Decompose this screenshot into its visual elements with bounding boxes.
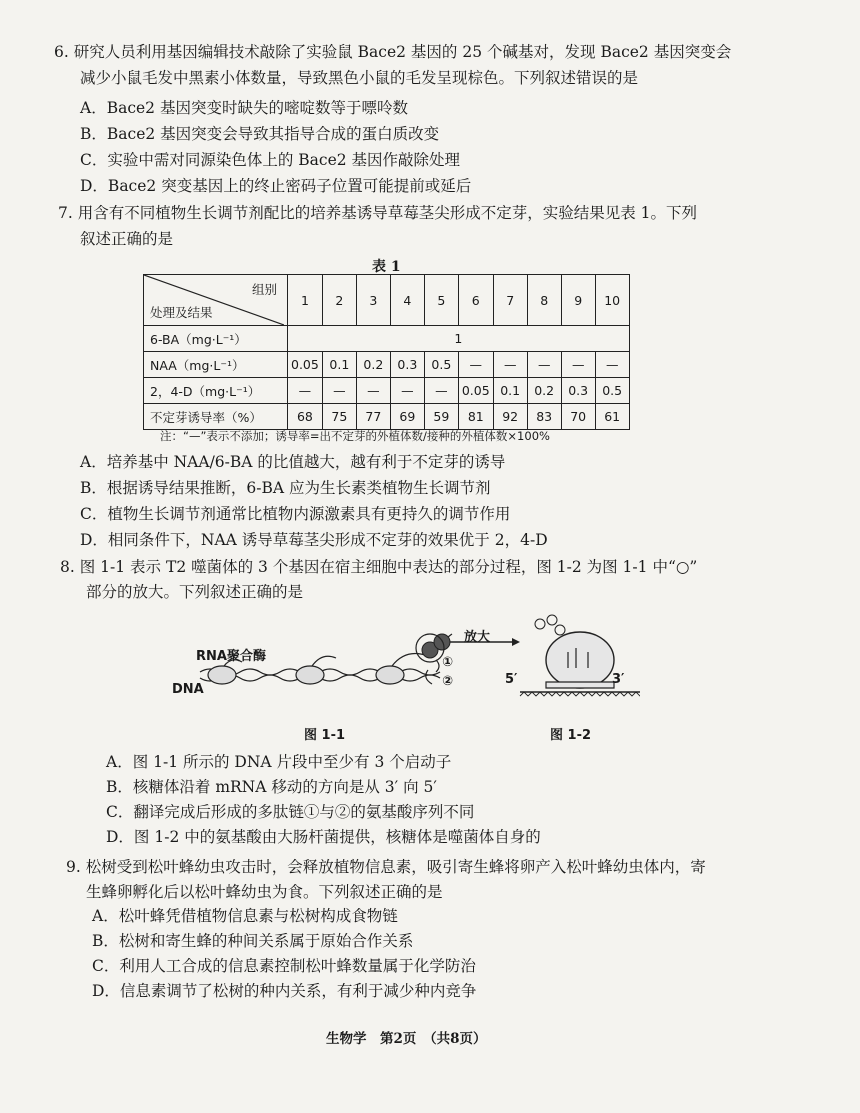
q8-number: 8.: [60, 558, 75, 576]
q8-stem-line2: 部分的放大。下列叙述正确的是: [86, 583, 304, 601]
rna-polymerase-shape: [208, 666, 236, 684]
table-title: 表 1: [372, 259, 401, 275]
caption-fig-1-1: 图 1-1: [304, 728, 346, 743]
label-dna: DNA: [172, 682, 204, 697]
cell-24d: —: [322, 378, 356, 404]
group-header: 7: [493, 275, 527, 326]
page-footer: 生物学 第2页 （共8页）: [326, 1031, 487, 1047]
cell-naa: —: [527, 352, 561, 378]
cell-24d: 0.3: [561, 378, 595, 404]
q7-stem-text1: 用含有不同植物生长调节剂配比的培养基诱导草莓茎尖形成不定芽，实验结果见表 1。下列: [77, 204, 698, 222]
q9-option-b[interactable]: B．松树和寄生蜂的种间关系属于原始合作关系: [92, 932, 414, 950]
table-corner-header: [144, 275, 288, 326]
caption-fig-1-2: 图 1-2: [550, 728, 592, 743]
group-header: 2: [322, 275, 356, 326]
q8-option-c[interactable]: C．翻译完成后形成的多肽链①与②的氨基酸序列不同: [106, 803, 475, 821]
q7-option-a[interactable]: A．培养基中 NAA/6-BA 的比值越大，越有利于不定芽的诱导: [80, 453, 506, 471]
q6-stem-line1: [54, 40, 731, 65]
cell-naa: 0.3: [390, 352, 424, 378]
header-group-label: 组别: [251, 282, 277, 297]
row-label-24d: 2，4-D（mg·L⁻¹）: [144, 378, 288, 404]
label-zoom: 放大: [464, 630, 491, 645]
cell-rate: 83: [527, 404, 561, 430]
q7-option-c[interactable]: C．植物生长调节剂通常比植物内源激素具有更持久的调节作用: [80, 505, 511, 523]
group-header: 4: [390, 275, 424, 326]
cell-rate: 69: [390, 404, 424, 430]
label-3-prime: 3′: [612, 672, 625, 687]
cell-24d: 0.05: [458, 378, 493, 404]
cell-rate: 61: [595, 404, 629, 430]
cell-naa: —: [458, 352, 493, 378]
cell-rate: 59: [424, 404, 458, 430]
cell-24d: —: [356, 378, 390, 404]
cell-24d: —: [424, 378, 458, 404]
group-header: 8: [527, 275, 561, 326]
group-header: 9: [561, 275, 595, 326]
q8-stem-text1: 图 1-1 表示 T2 噬菌体的 3 个基因在宿主细胞中表达的部分过程，图 1-2 为图 1-1 中“○”: [79, 558, 698, 576]
cell-naa: —: [493, 352, 527, 378]
q6-option-d[interactable]: D．Bace2 突变基因上的终止密码子位置可能提前或延后: [80, 177, 472, 195]
cell-24d: —: [390, 378, 424, 404]
q9-stem-line2: 生蜂卵孵化后以松叶蜂幼虫为食。下列叙述正确的是: [86, 883, 443, 901]
q6-stem-text1: 研究人员利用基因编辑技术敲除了实验鼠 Bace2 基因的 25 个碱基对，发现 Bace2 基因突变会: [73, 43, 732, 61]
group-header: 6: [458, 275, 493, 326]
group-header: 10: [595, 275, 629, 326]
group-header: 5: [424, 275, 458, 326]
cell-6ba-value: 1: [288, 326, 630, 352]
cell-rate: 81: [458, 404, 493, 430]
cell-naa: —: [595, 352, 629, 378]
q9-number: 9.: [66, 858, 81, 876]
q8-stem-line1: [60, 555, 697, 580]
cell-24d: —: [288, 378, 323, 404]
label-5-prime: 5′: [505, 672, 518, 687]
cell-naa: 0.05: [288, 352, 323, 378]
rna-polymerase-shape: [376, 666, 404, 684]
group-header: 3: [356, 275, 390, 326]
header-treatment-label: 处理及结果: [150, 305, 213, 320]
q8-option-a[interactable]: A．图 1-1 所示的 DNA 片段中至少有 3 个启动子: [106, 753, 452, 771]
row-label-naa: NAA（mg·L⁻¹）: [144, 352, 288, 378]
cell-rate: 77: [356, 404, 390, 430]
cell-rate: 70: [561, 404, 595, 430]
q9-option-a[interactable]: A．松叶蜂凭借植物信息素与松树构成食物链: [92, 907, 398, 925]
cell-rate: 75: [322, 404, 356, 430]
q9-stem-text1: 松树受到松叶蜂幼虫攻击时，会释放植物信息素，吸引寄生蜂将卵产入松叶蜂幼虫体内，寄: [85, 858, 706, 876]
q9-option-c[interactable]: C．利用人工合成的信息素控制松叶蜂数量属于化学防治: [92, 957, 476, 975]
table-note: 注：“—”表示不添加；诱导率=出不定芽的外植体数/接种的外植体数×100%: [160, 429, 550, 443]
q6-option-c[interactable]: C．实验中需对同源染色体上的 Bace2 基因作敲除处理: [80, 151, 461, 169]
cell-24d: 0.5: [595, 378, 629, 404]
q6-option-b[interactable]: B．Bace2 基因突变会导致其指导合成的蛋白质改变: [80, 125, 440, 143]
q7-option-d[interactable]: D．相同条件下，NAA 诱导草莓茎尖形成不定芽的效果优于 2，4-D: [80, 531, 548, 549]
q7-stem-line1: [58, 201, 697, 226]
q6-number: 6.: [54, 43, 69, 61]
data-table: [143, 274, 630, 430]
cell-naa: —: [561, 352, 595, 378]
cell-naa: 0.5: [424, 352, 458, 378]
q7-number: 7.: [58, 204, 73, 222]
rna-polymerase-shape: [296, 666, 324, 684]
cell-rate: 68: [288, 404, 323, 430]
cell-naa: 0.1: [322, 352, 356, 378]
cell-naa: 0.2: [356, 352, 390, 378]
label-chain-1: ①: [442, 655, 454, 670]
q6-option-a[interactable]: A．Bace2 基因突变时缺失的嘧啶数等于嘌呤数: [80, 99, 408, 117]
cell-rate: 92: [493, 404, 527, 430]
label-chain-2: ②: [442, 674, 454, 689]
cell-24d: 0.2: [527, 378, 561, 404]
q9-option-d[interactable]: D．信息素调节了松树的种内关系，有利于减少种内竞争: [92, 982, 477, 1000]
group-header: 1: [288, 275, 323, 326]
row-label-6ba: 6-BA（mg·L⁻¹）: [144, 326, 288, 352]
q8-option-b[interactable]: B．核糖体沿着 mRNA 移动的方向是从 3′ 向 5′: [106, 778, 437, 796]
q7-stem-line2: 叙述正确的是: [80, 230, 174, 248]
q6-stem-line2: 减少小鼠毛发中黑素小体数量，导致黑色小鼠的毛发呈现棕色。下列叙述错误的是: [80, 69, 639, 87]
q7-option-b[interactable]: B．根据诱导结果推断，6-BA 应为生长素类植物生长调节剂: [80, 479, 491, 497]
label-rna-polymerase: RNA聚合酶: [196, 649, 266, 664]
q9-stem-line1: [66, 855, 706, 880]
row-label-rate: 不定芽诱导率（%）: [144, 404, 288, 430]
cell-24d: 0.1: [493, 378, 527, 404]
q8-option-d[interactable]: D．图 1-2 中的氨基酸由大肠杆菌提供，核糖体是噬菌体自身的: [106, 828, 541, 846]
